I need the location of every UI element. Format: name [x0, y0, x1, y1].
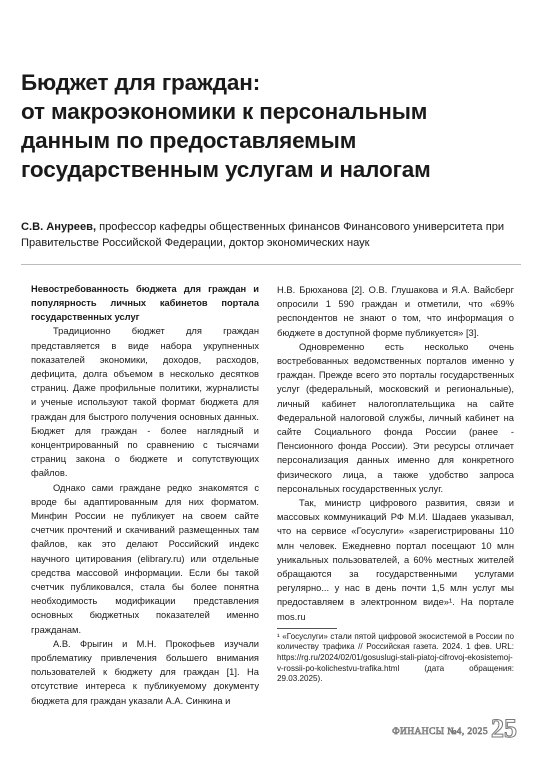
page-footer — [392, 712, 517, 742]
page-number: 25 — [491, 714, 517, 743]
paragraph: Так, министр цифрового развития, связи и массовых коммуникаций РФ М.И. Шадаев указывал, что на сервисе «Госуслуги» «зарегистрированы 110 млн человек. Ежедневно портал посещают 10 млн уникальных пользователей, а 60% местных жителей обращаются за государственными услугами регулярно... у нас в день почти 1,5 млн услуг мы предоставляем в электронном виде»¹. На портале mos.ru — [277, 498, 514, 622]
journal-name: ФИНАНСЫ №4, 2025 — [392, 727, 488, 737]
left-column — [31, 283, 259, 708]
paragraph: Одновременно есть несколько очень востребованных ведомственных порталов именно у граждан. Прежде всего это порталы государственных услуг (федеральный, московский и региональные), личный кабинет налогоплательщика на сайте Федеральной налоговой службы, личный кабинет на сайте Социального фонда России (ранее - Пенсионного фонда России). Эти ресурсы отличает персонализация данных именно для конкретного физического лица, а также удобство запроса персональных государственных услуг. — [277, 341, 514, 494]
article-title — [21, 68, 531, 184]
footnote-separator — [277, 628, 337, 629]
title-line-1: Бюджет для граждан: — [21, 70, 261, 95]
author-name: С.В. Ануреев, — [21, 221, 97, 233]
footnote: ¹ «Госуслуги» стали пятой цифровой экосистемой в России по количеству трафика // Российская газета. 2024. 1 фев. URL: https://rg.ru/2024/02/01/gosuslugi-stali-piatoj-cifrovoj-ekosistemoj-v-rossii-po-kolichestvu-trafika.html (дата обращения: 29.03.2025). — [277, 631, 514, 684]
author-block — [21, 219, 526, 251]
paragraph: Однако сами граждане редко знакомятся с вроде бы адаптированным для них форматом. Минфин России не публикует на своем сайте счетчик прочтений и скачиваний размещенных там файлов, как это делают Российский индекс научного цитирования (elibrary.ru) или отдельные средства массовой информации. Если бы такой счетчик публиковался, стала бы более понятна необходимость модификации представления основных бюджетных показателей именно гражданам. — [31, 482, 259, 635]
paragraph: А.В. Фрыгин и М.Н. Прокофьев изучали проблематику привлечения большего внимания пользователей к бюджету для граждан [1]. На отсутствие интереса к публикуемому документу бюджета для граждан указали А.А. Синкина и — [31, 638, 259, 706]
title-line-2: от макроэкономики к персональным — [21, 99, 428, 124]
paragraph-continuation: Н.В. Брюханова [2]. О.В. Глушакова и Я.А. Вайсберг опросили 1 590 граждан и отметили, что «69% респондентов не знают о том, что информация о бюджете в доступной форме публикуется» [3]. — [277, 285, 514, 338]
section-heading: Невостребованность бюджета для граждан и популярность личных кабинетов портала государственных услуг — [31, 284, 259, 322]
right-column — [277, 283, 514, 685]
paragraph: Традиционно бюджет для граждан представляется в виде набора укрупненных показателей экономики, доходов, расходов, дефицита, долга объемом в несколько десятков страниц. Даже профильные политики, журналисты и ученые используют такой формат бюджета для граждан для быстрого получения основных данных. Бюджет для граждан - более наглядный и концентрированный по сравнению с тысячами страниц закона о бюджете и сопутствующих файлов. — [31, 326, 259, 479]
title-line-4: государственным услугам и налогам — [21, 157, 431, 182]
title-line-3: данным по предоставляемым — [21, 128, 357, 153]
section-divider — [21, 264, 521, 265]
author-affiliation: профессор кафедры общественных финансов Финансового университета при Правительстве Российской Федерации, доктор экономических наук — [21, 221, 505, 249]
